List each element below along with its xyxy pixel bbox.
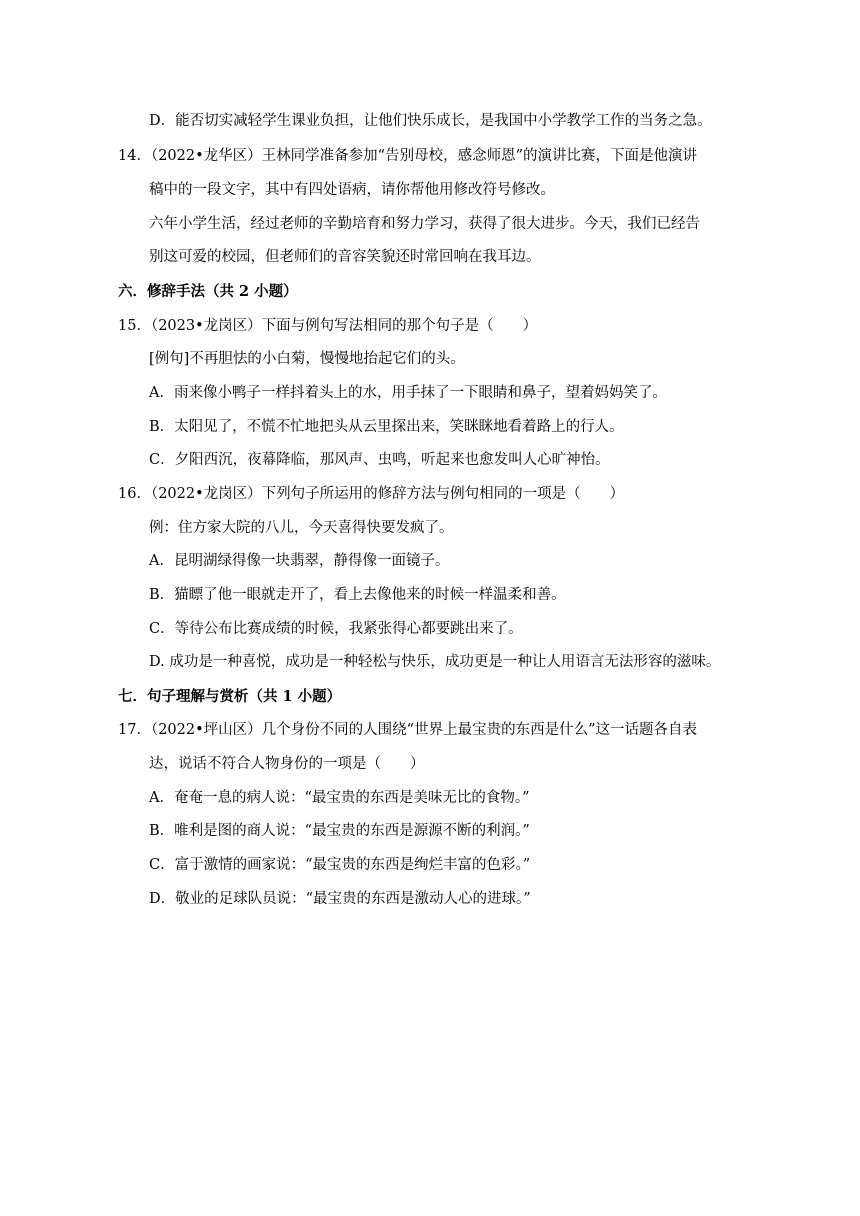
- section-heading-sentence-analysis: 七．句子理解与赏析（共 1 小题）: [118, 688, 342, 705]
- q16-example: 例：住方家大院的八儿，今天喜得快要发疯了。: [149, 520, 454, 536]
- q14-stem-line1: 14．（2022•龙华区）王林同学准备参加“告别母校，感念师恩”的演讲比赛，下面是他演讲: [118, 148, 697, 164]
- q17-option-a: A．奄奄一息的病人说：“最宝贵的东西是美味无比的食物。”: [149, 790, 530, 806]
- q17-option-b: B．唯利是图的商人说：“最宝贵的东西是源源不断的利润。”: [149, 823, 530, 839]
- q14-passage-line1: 六年小学生活，经过老师的辛勤培育和努力学习，获得了很大进步。今天，我们已经告: [149, 216, 700, 232]
- q16-stem: 16．（2022•龙岗区）下列句子所运用的修辞方法与例句相同的一项是（ ）: [118, 486, 625, 502]
- q15-option-c: C．夕阳西沉，夜幕降临，那风声、虫鸣，听起来也愈发叫人心旷神怡。: [149, 452, 610, 468]
- q14-passage-line2: 别这可爱的校园，但老师们的音容笑貌还时常回响在我耳边。: [149, 249, 541, 265]
- q14-stem-line2: 稿中的一段文字，其中有四处语病，请你帮他用修改符号修改。: [149, 182, 555, 198]
- q16-option-d: D. 成功是一种喜悦，成功是一种轻松与快乐，成功更是一种让人用语言无法形容的滋味。: [149, 654, 721, 670]
- q16-option-b: B．猫瞟了他一眼就走开了，看上去像他来的时候一样温柔和善。: [149, 587, 566, 603]
- q17-stem-line2: 达，说话不符合人物身份的一项是（ ）: [149, 756, 425, 772]
- q16-option-c: C．等待公布比赛成绩的时候，我紧张得心都要跳出来了。: [149, 621, 523, 637]
- q17-stem-line1: 17．（2022•坪山区）几个身份不同的人围绕“世界上最宝贵的东西是什么”这一话题各自表: [118, 722, 697, 738]
- q15-option-b: B．太阳见了，不慌不忙地把头从云里探出来，笑眯眯地看着路上的行人。: [149, 419, 624, 435]
- q15-option-a: A．雨来像小鸭子一样抖着头上的水，用手抹了一下眼睛和鼻子，望着妈妈笑了。: [149, 385, 667, 401]
- q17-option-d: D．敬业的足球队员说：“最宝贵的东西是激动人心的进球。”: [149, 891, 531, 907]
- q15-example: [例句]不再胆怯的小白菊，慢慢地抬起它们的头。: [149, 351, 465, 367]
- q17-option-c: C．富于激情的画家说：“最宝贵的东西是绚烂丰富的色彩。”: [149, 857, 531, 873]
- q15-stem: 15．（2023•龙岗区）下面与例句写法相同的那个句子是（ ）: [118, 318, 538, 334]
- section-heading-rhetoric: 六．修辞手法（共 2 小题）: [118, 283, 298, 300]
- q16-option-a: A．昆明湖绿得像一块翡翠，静得像一面镜子。: [149, 553, 450, 569]
- prev-question-option-d: D．能否切实减轻学生课业负担，让他们快乐成长，是我国中小学教学工作的当务之急。: [149, 113, 712, 129]
